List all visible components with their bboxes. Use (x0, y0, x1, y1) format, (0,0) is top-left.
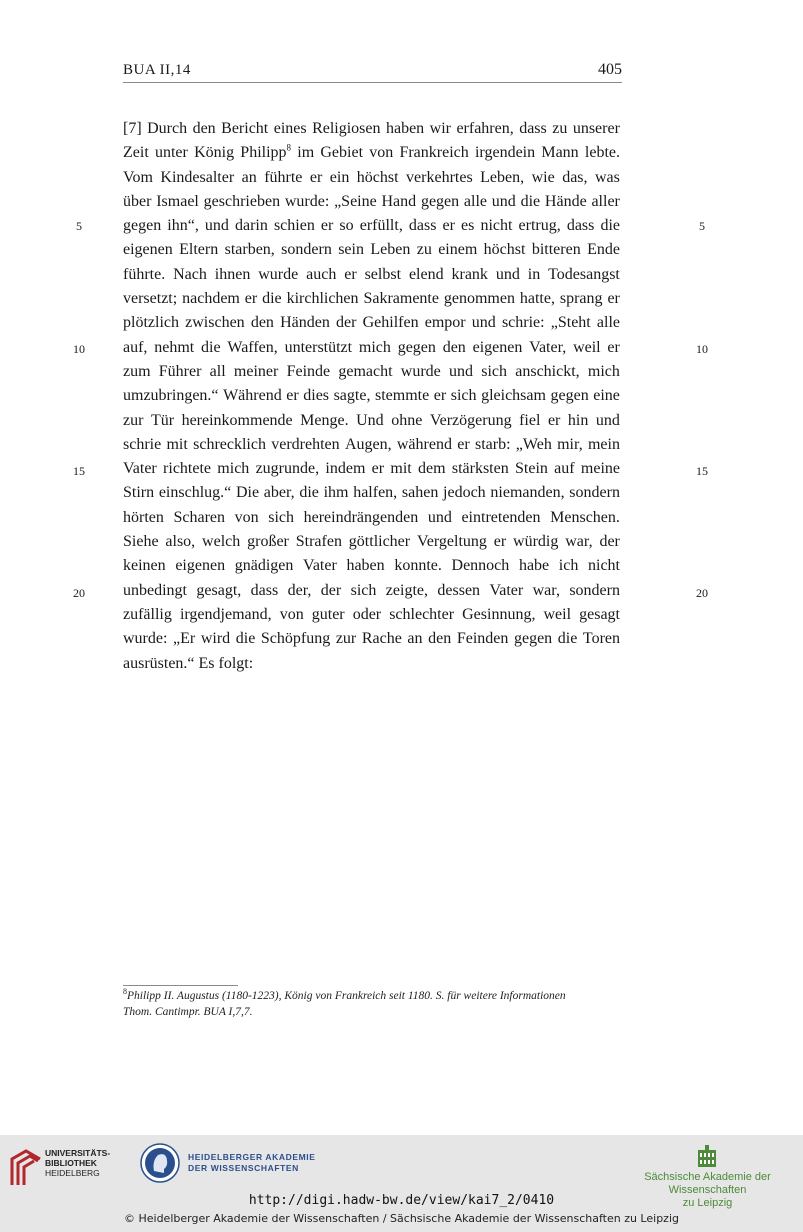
saw-line-1: Sächsische Akademie der Wissenschaften (644, 1171, 771, 1196)
text-line: plötzlich zwischen den Händen der Gehilfen empor und schrie: „Steht alle (123, 314, 620, 332)
text-line: umzubringen.“ Während er dies sagte, stemmte er sich gleichsam gegen eine (123, 387, 620, 405)
page-number: 405 (598, 61, 622, 78)
ub-line-2: BIBLIOTHEK (45, 1158, 97, 1168)
permalink-url[interactable]: http://digi.hadw-bw.de/view/kai7_2/0410 (248, 1193, 555, 1208)
text-line: [7] Durch den Bericht eines Religiosen haben wir erfahren, dass zu unserer (123, 120, 620, 137)
ub-line-3: HEIDELBERG (45, 1168, 100, 1178)
footnote-rule (123, 985, 238, 986)
text-line: zufällig irgendjemand, von guter oder schlechter Gesinnung, weil gesagt (123, 605, 620, 623)
footnote (123, 989, 621, 1020)
text-line: schrie mit schrecklich verdrehten Augen, während er starb: „Weh mir, mein (123, 435, 620, 453)
university-library-name[interactable] (45, 1148, 110, 1178)
ub-line-1: UNIVERSITÄTS- (45, 1148, 111, 1158)
running-head (123, 60, 622, 83)
text-line: unbedingt gesagt, dass der, der sich zeigte, dessen Vater war, sondern (123, 581, 620, 599)
line-number-left-5: 5 (76, 219, 82, 233)
footnote-mark: 8 (123, 987, 127, 997)
text-line: auf, nehmt die Waffen, unterstützt mich gegen den eigenen Vater, weil er (123, 338, 620, 356)
text-line: Zeit unter König Philipp$^8$ im Gebiet von Frankreich irgendein Mann lebte. (123, 142, 620, 162)
text-line: zum Führer all meiner Feinde gemacht wurde und sich anschickt, mich (123, 362, 620, 380)
text-line: Siehe also, welch großer Strafen göttlicher Vergeltung er würdig war, der (123, 533, 620, 551)
line-number-right-20: 20 (696, 586, 708, 600)
line-number-left-10: 10 (73, 342, 85, 356)
text-line: Vom Kindesalter an führte er ein höchst verkehrtes Leben, wie das, was (123, 168, 620, 186)
heidelberg-academy-name[interactable] (188, 1152, 316, 1174)
footnote-line-1 (123, 989, 621, 1005)
text-line: keinen eigenen gnädigen Vater haben konnte. Dennoch habe ich nicht (123, 557, 620, 575)
academy-seal-icon[interactable] (140, 1143, 180, 1183)
footnote-line-2: Thom. Cantimpr. BUA I,7,7. (123, 1005, 253, 1018)
line-number-right-5: 5 (699, 219, 705, 233)
text-line: hörten Scharen von sich hereindrängenden und eintretenden Menschen. (123, 508, 620, 526)
copyright-notice: © Heidelberger Akademie der Wissenschaften / Sächsische Akademie der Wissenschaften zu Leipzig (123, 1212, 679, 1225)
footer-bar (0, 1135, 803, 1232)
text-line: über Ismael geschrieben wurde: „Seine Hand gegen alle und die Hände aller (123, 192, 620, 210)
line-number-left-20: 20 (73, 586, 85, 600)
university-library-logo-icon[interactable] (8, 1145, 44, 1187)
hadw-line-1: HEIDELBERGER AKADEMIE (188, 1152, 316, 1162)
footnote-reference[interactable]: 8 (286, 142, 292, 153)
running-head-title: BUA II,14 (123, 62, 191, 78)
main-text (123, 117, 620, 676)
text-line: Stirn einschlug.“ Die aber, die ihm halfen, sahen jedoch niemanden, sondern (123, 484, 620, 502)
line-number-right-10: 10 (696, 342, 708, 356)
saxon-academy-building-icon[interactable] (697, 1144, 717, 1168)
text-line: gegen ihn“, und darin schien er so erfüllt, dass er es nicht ertrug, dass die (123, 217, 620, 235)
line-number-left-15: 15 (73, 464, 85, 478)
saw-line-2: zu Leipzig (682, 1197, 733, 1209)
text-line: versetzt; nachdem er die kirchlichen Sakramente genommen hatte, sprang er (123, 290, 620, 308)
text-line: Vater richtete mich zugrunde, indem er mit dem stärksten Stein auf meine (123, 460, 620, 478)
text-line: eigenen Eltern starben, sondern sein Leben zu einem höchst bitteren Ende (123, 241, 620, 259)
text-line: zur Tür hereinkommende Menge. Und ohne Verzögerung fiel er hin und (123, 411, 620, 429)
hadw-line-2: DER WISSENSCHAFTEN (188, 1163, 299, 1173)
text-line: führte. Nach ihnen wurde auch er selbst elend krank und in Todesangst (123, 265, 620, 283)
footnote-text-1: Philipp II. Augustus (1180-1223), König von Frankreich seit 1180. S. für weitere Informationen (127, 990, 566, 1002)
text-line: wurde: „Er wird die Schöpfung zur Rache an den Feinden gegen die Toren (123, 630, 620, 648)
text-line: ausrüsten.“ Es folgt: (123, 654, 254, 672)
line-number-right-15: 15 (696, 464, 708, 478)
